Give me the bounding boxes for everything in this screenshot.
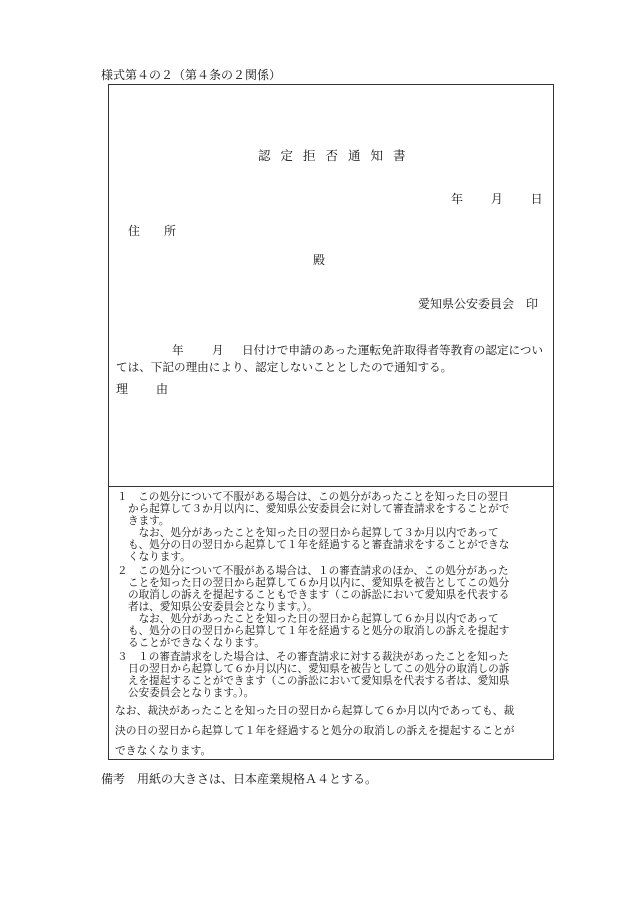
address-label: 住 所 bbox=[128, 224, 183, 238]
note-line: １ この処分について不服がある場合は、この処分があったことを知った日の翌日 bbox=[117, 491, 509, 503]
note-line: から起算して３か月以内に、愛知県公安委員会に対して審査請求をすることがで bbox=[128, 503, 510, 515]
note-line: きます。 bbox=[128, 515, 170, 527]
document-title: 認定拒否通知書 bbox=[258, 148, 416, 163]
body-line1-rest: 日付けで申請のあった運転免許取得者等教育の認定につい bbox=[242, 343, 544, 357]
note-line: なお、処分があったことを知った日の翌日から起算して３か月以内であって bbox=[128, 527, 499, 539]
date-day-label: 日 bbox=[530, 192, 543, 206]
reason-label: 理 由 bbox=[116, 382, 177, 396]
issuer-seal: 愛知県公安委員会 印 bbox=[418, 297, 539, 311]
note-line: 日の翌日から起算して６か月以内に、愛知県を被告としてこの処分の取消しの訴 bbox=[128, 663, 510, 675]
date-year-label: 年 bbox=[451, 192, 464, 206]
remark-footer: 備考 用紙の大きさは、日本産業規格Ａ４とする。 bbox=[101, 772, 378, 786]
form-identifier: 様式第４の２（第４条の２関係） bbox=[101, 68, 282, 82]
date-month-label: 月 bbox=[490, 192, 503, 206]
note-line: も、処分の日の翌日から起算して１年を経過すると審査請求をすることができな bbox=[128, 539, 510, 551]
note-line: 公安委員会となります。）。 bbox=[128, 687, 255, 699]
note-line: えを提起することができます（この訴訟において愛知県を代表する者は、愛知県 bbox=[128, 675, 510, 687]
note-line: なお、処分があったことを知った日の翌日から起算して６か月以内であって bbox=[128, 613, 499, 625]
note-line: ３ １の審査請求をした場合は、その審査請求に対する裁決があったことを知った bbox=[117, 651, 509, 663]
honorific-label: 殿 bbox=[313, 253, 326, 267]
notes-divider bbox=[108, 486, 554, 487]
closing-note-line: 決の日の翌日から起算して１年を経過すると処分の取消しの訴えを提起することが bbox=[115, 724, 515, 737]
closing-note-line: できなくなります。 bbox=[115, 744, 212, 757]
closing-note-line: なお、裁決があったことを知った日の翌日から起算して６か月以内であっても、裁 bbox=[115, 704, 515, 717]
note-line: くなります。 bbox=[128, 551, 191, 563]
body-year-label: 年 bbox=[172, 343, 184, 357]
notice-body-line bbox=[116, 342, 546, 359]
note-line: 者は、愛知県公安委員会となります。）。 bbox=[128, 601, 318, 613]
note-line: の取消しの訴えを提起することもできます（この訴訟において愛知県を代表する bbox=[128, 589, 510, 601]
note-line: ことを知った日の翌日から起算して６か月以内に、愛知県を被告としてこの処分 bbox=[128, 577, 510, 589]
notice-body bbox=[116, 342, 546, 376]
body-month-label: 月 bbox=[212, 343, 224, 357]
notice-body-line: ては、下記の理由により、認定しないこととしたので通知する。 bbox=[116, 360, 453, 374]
note-line: も、処分の日の翌日から起算して１年を経過すると処分の取消しの訴えを提起す bbox=[128, 625, 510, 637]
date-line bbox=[451, 190, 543, 207]
note-line: ることができなくなります。 bbox=[128, 637, 265, 649]
note-line: ２ この処分について不服がある場合は、１の審査請求のほか、この処分があった bbox=[117, 565, 509, 577]
